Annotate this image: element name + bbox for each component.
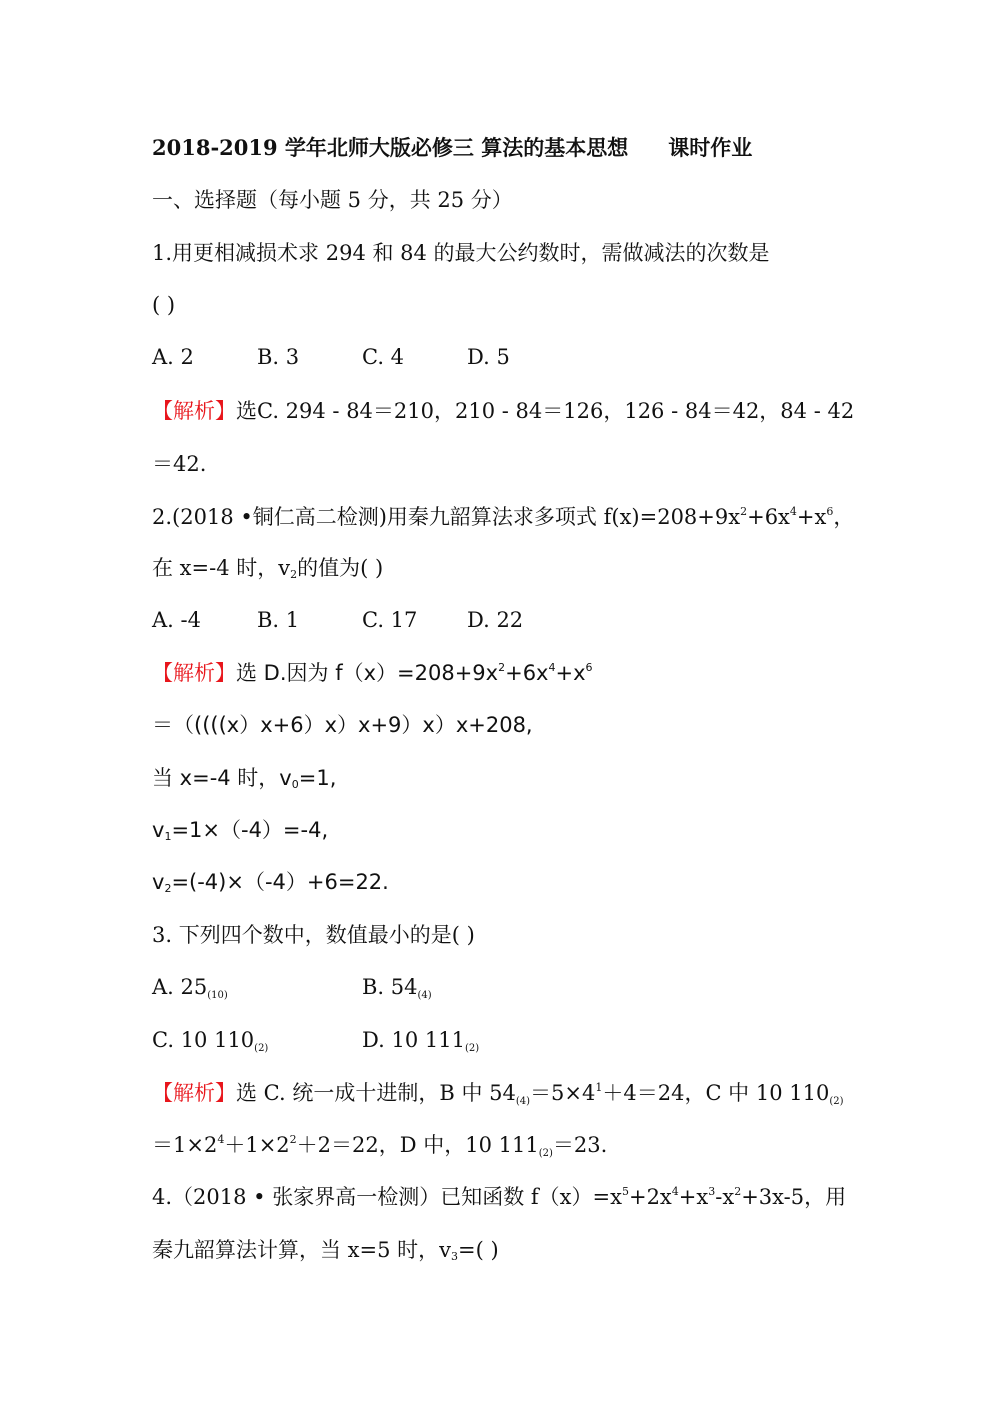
option-c: C. 4: [362, 345, 405, 369]
exponent: 5: [621, 1185, 629, 1198]
question-2-stem-cont: [152, 553, 383, 583]
option-d: [362, 1028, 479, 1052]
analysis-text: ＋2＝22，D 中，10 111: [296, 1133, 539, 1157]
option-value: 25: [180, 975, 208, 999]
option-d: D. 5: [467, 345, 510, 369]
analysis-select: 选: [236, 399, 257, 423]
question-3-options-row2: [152, 1025, 479, 1055]
question-1-analysis-cont: ＝42.: [152, 452, 207, 476]
option-label: C.: [152, 1028, 174, 1052]
question-4-stem: [152, 1182, 846, 1212]
option-label: D.: [362, 1028, 385, 1052]
question-2-analysis-line5: [152, 867, 389, 897]
base-subscript: (10): [207, 990, 228, 1001]
option-value: 54: [390, 975, 418, 999]
analysis-text: ＝1×2: [152, 1133, 218, 1157]
analysis-label: 【解析】: [152, 661, 236, 685]
exponent: 4: [789, 505, 797, 518]
question-4-stem-cont: [152, 1235, 499, 1265]
question-text: +x: [678, 1185, 709, 1209]
analysis-text: ＋4＝24，C 中 10 110: [602, 1081, 830, 1105]
question-3-analysis-cont: [152, 1130, 607, 1160]
question-1-blank: ( ): [152, 293, 176, 317]
question-number: 2.: [152, 505, 173, 529]
analysis-text: =(-4)×（-4）+6=22.: [171, 870, 389, 894]
subscript: 0: [291, 778, 299, 791]
question-2-analysis-line2: ＝（((((x）x+6）x）x+9）x）x+208,: [152, 713, 533, 737]
question-1-analysis: [152, 396, 854, 426]
analysis-text: =1,: [298, 766, 337, 790]
exponent: 2: [740, 505, 748, 518]
subscript: 2: [290, 568, 298, 581]
exponent: 3: [708, 1185, 716, 1198]
question-text: 秦九韶算法计算，当 x=5 时，v: [152, 1238, 452, 1262]
question-2-stem: [152, 502, 854, 532]
question-number: 3.: [152, 923, 173, 947]
option-c: C. 17: [362, 608, 418, 632]
option-a: A. 2: [152, 345, 194, 369]
exponent: 2: [734, 1185, 742, 1198]
question-text: 下列四个数中，数值最小的是( ): [178, 923, 475, 947]
section-heading: 一、选择题（每小题 5 分，共 25 分）: [152, 188, 513, 212]
question-3-stem: [152, 920, 475, 950]
exponent: 4: [548, 661, 556, 674]
analysis-text: 选 D.因为 f（x）=208+9x: [236, 661, 499, 685]
question-2-options: [152, 605, 572, 635]
question-text: 用更相减损术求 294 和 84 的最大公约数时，需做减法的次数是: [172, 241, 770, 265]
analysis-text: +6x: [505, 661, 549, 685]
subscript: 2: [164, 882, 172, 895]
question-text: 的值为( ): [297, 556, 384, 580]
analysis-label: 【解析】: [152, 1081, 236, 1105]
question-3-options-row1: [152, 972, 432, 1002]
question-number: 4.: [152, 1185, 173, 1209]
question-1-options: [152, 342, 572, 372]
question-text: 在 x=-4 时，v: [152, 556, 291, 580]
base-subscript: (2): [464, 1043, 480, 1054]
page-title: [152, 133, 752, 163]
question-text: =( ): [458, 1238, 499, 1262]
analysis-text: 当 x=-4 时，v: [152, 766, 292, 790]
analysis-text: ＋1×2: [224, 1133, 290, 1157]
question-2-analysis-line4: [152, 815, 328, 845]
option-a: [152, 972, 362, 1002]
subscript: 1: [164, 830, 172, 843]
option-label: B.: [362, 975, 385, 999]
exponent: 6: [585, 661, 593, 674]
exponent: 4: [671, 1185, 679, 1198]
exponent: 4: [217, 1133, 225, 1146]
question-1-stem: [152, 238, 770, 268]
option-b: B. 3: [257, 345, 300, 369]
question-text: -x: [715, 1185, 735, 1209]
question-text: +2x: [628, 1185, 672, 1209]
exponent: 2: [289, 1133, 297, 1146]
analysis-text: 选 C. 统一成十进制，B 中 54: [236, 1081, 516, 1105]
analysis-text: C. 294 - 84＝210，210 - 84＝126，126 - 84＝42，84 - 42: [257, 399, 855, 423]
analysis-label: 【解析】: [152, 399, 236, 423]
subscript: 3: [451, 1250, 459, 1263]
question-text: +3x-5，用: [741, 1185, 847, 1209]
question-number: 1.: [152, 241, 173, 265]
question-text: （2018 • 张家界高一检测）已知函数 f（x）=x: [172, 1185, 622, 1209]
option-b: [362, 975, 432, 999]
analysis-text: v: [152, 870, 165, 894]
option-d: D. 22: [467, 608, 524, 632]
option-a: A. -4: [152, 608, 201, 632]
option-label: A.: [152, 975, 174, 999]
question-2-analysis-line3: [152, 763, 336, 793]
analysis-text: v: [152, 818, 165, 842]
option-c: [152, 1025, 362, 1055]
base-subscript: (4): [417, 990, 432, 1001]
base-subscript: (2): [829, 1096, 844, 1107]
title-text: 2018-2019 学年北师大版必修三 算法的基本思想: [152, 135, 629, 160]
analysis-text: ＝5×4: [530, 1081, 596, 1105]
analysis-text: =1×（-4）=-4,: [171, 818, 329, 842]
question-text: (2018 •铜仁高二检测)用秦九韶算法求多项式 f(x)=208+9x: [172, 505, 741, 529]
exponent: 6: [826, 505, 834, 518]
question-3-analysis: [152, 1078, 844, 1108]
base-subscript: (2): [254, 1043, 269, 1054]
option-b: B. 1: [257, 608, 300, 632]
question-text: +x: [796, 505, 827, 529]
option-value: 10 110: [180, 1028, 255, 1052]
title-suffix: 课时作业: [668, 135, 753, 160]
base-subscript: (2): [538, 1148, 553, 1159]
base-subscript: (4): [515, 1096, 531, 1107]
analysis-text: ＝23.: [552, 1133, 608, 1157]
question-text: +6x: [747, 505, 790, 529]
exponent: 1: [595, 1081, 603, 1094]
exponent: 2: [498, 661, 506, 674]
question-2-analysis: [152, 658, 593, 688]
analysis-text: +x: [555, 661, 586, 685]
question-text: ，: [833, 505, 855, 529]
option-value: 10 111: [391, 1028, 465, 1052]
